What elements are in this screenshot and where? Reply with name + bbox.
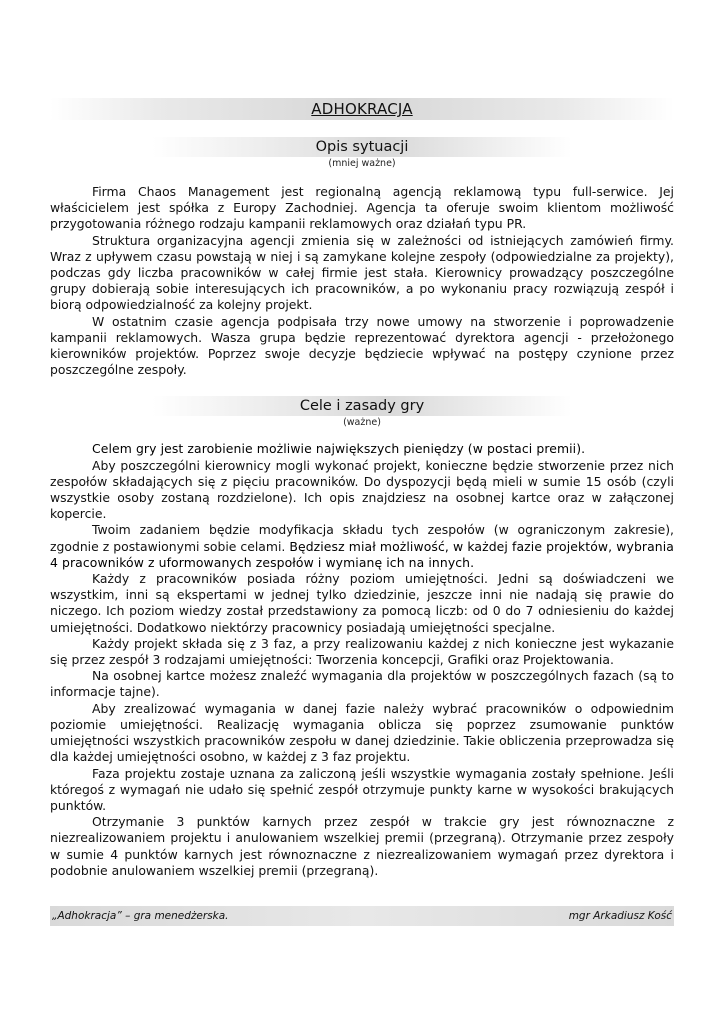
paragraph: Aby zrealizować wymagania w danej fazie należy wybrać pracowników o odpowiednim poziomie umiejętności. Realizację wymagania oblicza się poprzez zsumowanie punktów umiejętności wszystkich pracowników zespołu w danej dziedzinie. Takie obliczenia przeprowadza się dla każdej umiejętności osobno, w każdej z 3 faz projektu. — [50, 700, 674, 765]
footer-title: „Adhokracja” – gra menedżerska. — [52, 910, 229, 922]
paragraph: Faza projektu zostaje uznana za zaliczoną jeśli wszystkie wymagania zostały spełnione. Jeśli któregoś z wymagań nie udało się spełnić zespół otrzymuje punkty karne w wysokości brakujących punktów. — [50, 765, 674, 813]
section-title-situation: Opis sytuacji — [315, 139, 409, 155]
paragraph: Firma Chaos Management jest regionalną agencją reklamową typu full-serwice. Jej właścicielem jest spółka z Europy Zachodniej. Agencja ta oferuje swoim klientom możliwość przygotowania różnego rodzaju kampanii reklamowych oraz działań typu PR. — [50, 184, 674, 232]
paragraph-text: Twoim zadaniem będzie modyfikacja składu tych zespołów (w ograniczonym zakresie), zgodnie z postawionymi sobie celami. — [50, 522, 674, 554]
paragraph: Każdy z pracowników posiada różny poziom umiejętności. Jedni są doświadczeni we wszystkim, inni są ekspertami w jednej tylko dziedzinie, jeszcze inni nie nadają się prawie do niczego. Ich poziom wiedzy został przedstawiony za pomocą liczb: od 0 do 7 odniesieniu do każdej umiejętności. Dodatkowo niektórzy pracownicy posiadają umiejętności specjalne. — [50, 571, 674, 635]
paragraph — [50, 522, 674, 571]
section-heading-situation — [152, 137, 572, 157]
section-note-rules: (ważne) — [343, 417, 381, 429]
paragraph: Na osobnej kartce możesz znaleźć wymagania dla projektów w poszczególnych fazach (są to informacje tajne). — [50, 668, 674, 700]
paragraph: Każdy projekt składa się z 3 faz, a przy realizowaniu każdej z nich konieczne jest wykazanie się przez zespół 3 rodzajami umiejętności: Tworzenia koncepcji, Grafiki oraz Projektowania. — [50, 635, 674, 668]
footer-author: mgr Arkadiusz Kość — [568, 910, 672, 922]
game-goal: Celem gry jest zarobienie możliwie największych pieniędzy (w postaci premii). — [92, 441, 586, 457]
section-heading-rules — [152, 396, 572, 416]
title-bar — [50, 98, 674, 120]
page-footer — [50, 906, 674, 926]
document-title: ADHOKRACJA — [311, 100, 413, 118]
paragraph: Struktura organizacyjna agencji zmienia się w zależności od istniejących zamówień firmy. Wraz z upływem czasu powstają w niej i są zamykane kolejne zespoły (odpowiedzialne za projekty), podczas gdy liczba pracowników w całej firmie jest stała. Kierownicy prowadzący poszczególne grupy dobierają sobie interesujących ich pracowników, a po wykonaniu pracy rozwiązują zespół i biorą odpowiedzialność za kolejny projekt. — [50, 232, 674, 313]
section-title-rules: Cele i zasady gry — [299, 398, 425, 415]
paragraph: W ostatnim czasie agencja podpisała trzy nowe umowy na stworzenie i poprowadzenie kampanii reklamowych. Wasza grupa będzie reprezentować dyrektora agencji - przełożonego kierowników projektów. Poprzez swoje decyzje będziecie wpływać na postępy czynione przez poszczególne zespoły. — [50, 313, 674, 378]
section-note-situation: (mniej ważne) — [328, 158, 396, 169]
document-page — [50, 0, 674, 879]
paragraph: Otrzymanie 3 punktów karnych przez zespół w trakcie gry jest równoznaczne z niezrealizowaniem projektu i anulowaniem wszelkiej premii (przegraną). Otrzymanie przez zespoły w sumie 4 punktów karnych jest równoznaczne z niezrealizowaniem wymagań przez dyrektora i podobnie anulowaniem wszelkiej premii (przegraną). — [50, 814, 674, 878]
paragraph: Aby poszczególni kierownicy mogli wykonać projekt, konieczne będzie stworzenie przez nich zespołów składających się z pięciu pracowników. Do dyspozycji będą mieli w sumie 15 osób (czyli wszystkie osoby zostaną rozdzielone). Ich opis znajdziesz na osobnej kartce oraz w załączonej kopercie. — [50, 457, 674, 522]
emphasized-rule: Będziesz miał możliwość, w każdej fazie projektów, wybrania 4 pracowników z uformowanych zespołów i wymianę ich na innych. — [50, 538, 674, 570]
